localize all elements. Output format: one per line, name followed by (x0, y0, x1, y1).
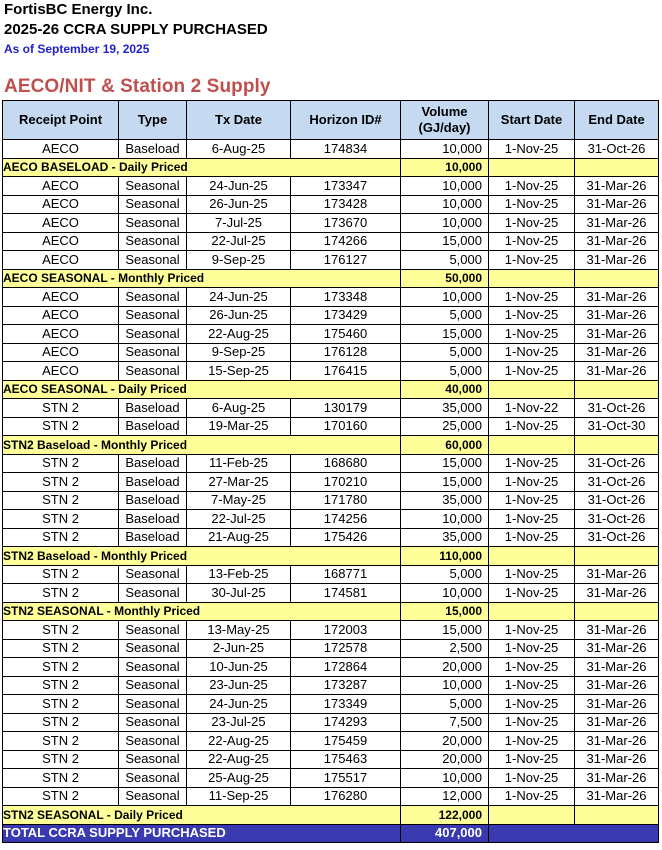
type-cell: Seasonal (119, 584, 187, 603)
receipt-point-cell: STN 2 (3, 565, 119, 584)
horizon-id-cell: 174834 (291, 140, 401, 159)
type-cell: Baseload (119, 528, 187, 547)
start-date-cell: 1-Nov-25 (489, 732, 575, 751)
type-cell: Seasonal (119, 639, 187, 658)
horizon-id-cell: 172003 (291, 621, 401, 640)
tx-date-cell: 9-Sep-25 (187, 251, 291, 270)
report-title: 2025-26 CCRA SUPPLY PURCHASED (4, 21, 268, 38)
end-date-cell: 31-Mar-26 (575, 732, 659, 751)
subtotal-empty-cell (489, 158, 575, 177)
start-date-cell: 1-Nov-25 (489, 325, 575, 344)
start-date-cell: 1-Nov-25 (489, 528, 575, 547)
type-cell: Baseload (119, 510, 187, 529)
volume-cell: 10,000 (401, 140, 489, 159)
start-date-cell: 1-Nov-25 (489, 214, 575, 233)
type-cell: Seasonal (119, 676, 187, 695)
end-date-cell: 31-Mar-26 (575, 251, 659, 270)
table-row (3, 288, 659, 307)
start-date-cell: 1-Nov-25 (489, 140, 575, 159)
start-date-cell: 1-Nov-25 (489, 510, 575, 529)
subtotal-empty-cell (575, 806, 659, 825)
end-date-cell: 31-Mar-26 (575, 639, 659, 658)
start-date-cell: 1-Nov-25 (489, 769, 575, 788)
table-row (3, 214, 659, 233)
subtotal-label: STN2 SEASONAL - Daily Priced (3, 806, 401, 825)
table-row (3, 639, 659, 658)
supply-table (2, 100, 659, 843)
receipt-point-cell: AECO (3, 306, 119, 325)
start-date-cell: 1-Nov-25 (489, 473, 575, 492)
subtotal-row (3, 547, 659, 566)
type-cell: Seasonal (119, 232, 187, 251)
type-cell: Seasonal (119, 565, 187, 584)
table-row (3, 713, 659, 732)
tx-date-cell: 19-Mar-25 (187, 417, 291, 436)
subtotal-volume: 10,000 (401, 158, 489, 177)
volume-cell: 7,500 (401, 713, 489, 732)
receipt-point-cell: STN 2 (3, 621, 119, 640)
subtotal-row (3, 806, 659, 825)
horizon-id-cell: 173287 (291, 676, 401, 695)
tx-date-cell: 30-Jul-25 (187, 584, 291, 603)
start-date-cell: 1-Nov-25 (489, 695, 575, 714)
start-date-cell: 1-Nov-22 (489, 399, 575, 418)
receipt-point-cell: AECO (3, 195, 119, 214)
tx-date-cell: 7-Jul-25 (187, 214, 291, 233)
end-date-cell: 31-Mar-26 (575, 787, 659, 806)
company-name: FortisBC Energy Inc. (4, 1, 153, 18)
horizon-id-cell: 172864 (291, 658, 401, 677)
tx-date-cell: 6-Aug-25 (187, 399, 291, 418)
horizon-id-cell: 175463 (291, 750, 401, 769)
receipt-point-cell: STN 2 (3, 658, 119, 677)
subtotal-label: AECO SEASONAL - Daily Priced (3, 380, 401, 399)
end-date-cell: 31-Mar-26 (575, 695, 659, 714)
type-cell: Baseload (119, 399, 187, 418)
volume-cell: 2,500 (401, 639, 489, 658)
start-date-cell: 1-Nov-25 (489, 750, 575, 769)
start-date-cell: 1-Nov-25 (489, 251, 575, 270)
horizon-id-cell: 174256 (291, 510, 401, 529)
table-row (3, 787, 659, 806)
col-type: Type (119, 101, 187, 140)
table-row (3, 510, 659, 529)
header-row (3, 101, 659, 140)
volume-cell: 25,000 (401, 417, 489, 436)
type-cell: Seasonal (119, 251, 187, 270)
receipt-point-cell: STN 2 (3, 491, 119, 510)
subtotal-empty-cell (489, 547, 575, 566)
type-cell: Baseload (119, 454, 187, 473)
receipt-point-cell: STN 2 (3, 454, 119, 473)
table-body (3, 140, 659, 843)
table-row (3, 732, 659, 751)
horizon-id-cell: 175459 (291, 732, 401, 751)
start-date-cell: 1-Nov-25 (489, 195, 575, 214)
start-date-cell: 1-Nov-25 (489, 177, 575, 196)
volume-cell: 20,000 (401, 750, 489, 769)
as-of-date: As of September 19, 2025 (4, 42, 150, 56)
horizon-id-cell: 174581 (291, 584, 401, 603)
volume-cell: 15,000 (401, 325, 489, 344)
volume-cell: 5,000 (401, 251, 489, 270)
start-date-cell: 1-Nov-25 (489, 306, 575, 325)
receipt-point-cell: AECO (3, 288, 119, 307)
end-date-cell: 31-Mar-26 (575, 195, 659, 214)
subtotal-label: STN2 Baseload - Monthly Priced (3, 436, 401, 455)
horizon-id-cell: 176127 (291, 251, 401, 270)
type-cell: Seasonal (119, 306, 187, 325)
end-date-cell: 31-Oct-26 (575, 399, 659, 418)
tx-date-cell: 22-Jul-25 (187, 510, 291, 529)
tx-date-cell: 11-Sep-25 (187, 787, 291, 806)
subtotal-empty-cell (575, 158, 659, 177)
total-volume: 407,000 (401, 824, 489, 843)
table-row (3, 140, 659, 159)
subtotal-empty-cell (489, 436, 575, 455)
horizon-id-cell: 173429 (291, 306, 401, 325)
receipt-point-cell: AECO (3, 362, 119, 381)
volume-cell: 35,000 (401, 399, 489, 418)
type-cell: Seasonal (119, 769, 187, 788)
type-cell: Seasonal (119, 787, 187, 806)
horizon-id-cell: 170210 (291, 473, 401, 492)
table-row (3, 695, 659, 714)
receipt-point-cell: STN 2 (3, 713, 119, 732)
subtotal-label: STN2 Baseload - Monthly Priced (3, 547, 401, 566)
start-date-cell: 1-Nov-25 (489, 658, 575, 677)
col-receipt-point: Receipt Point (3, 101, 119, 140)
subtotal-volume: 50,000 (401, 269, 489, 288)
table-row (3, 621, 659, 640)
type-cell: Baseload (119, 140, 187, 159)
tx-date-cell: 22-Aug-25 (187, 325, 291, 344)
table-row (3, 325, 659, 344)
start-date-cell: 1-Nov-25 (489, 713, 575, 732)
start-date-cell: 1-Nov-25 (489, 621, 575, 640)
start-date-cell: 1-Nov-25 (489, 491, 575, 510)
receipt-point-cell: STN 2 (3, 528, 119, 547)
horizon-id-cell: 176280 (291, 787, 401, 806)
receipt-point-cell: AECO (3, 232, 119, 251)
type-cell: Seasonal (119, 177, 187, 196)
receipt-point-cell: STN 2 (3, 732, 119, 751)
horizon-id-cell: 168680 (291, 454, 401, 473)
volume-cell: 5,000 (401, 362, 489, 381)
type-cell: Baseload (119, 417, 187, 436)
table-row (3, 195, 659, 214)
tx-date-cell: 7-May-25 (187, 491, 291, 510)
tx-date-cell: 2-Jun-25 (187, 639, 291, 658)
col-start-date: Start Date (489, 101, 575, 140)
horizon-id-cell: 176415 (291, 362, 401, 381)
subtotal-label: AECO SEASONAL - Monthly Priced (3, 269, 401, 288)
start-date-cell: 1-Nov-25 (489, 362, 575, 381)
end-date-cell: 31-Oct-26 (575, 140, 659, 159)
table-row (3, 769, 659, 788)
receipt-point-cell: STN 2 (3, 399, 119, 418)
start-date-cell: 1-Nov-25 (489, 584, 575, 603)
table-row (3, 454, 659, 473)
tx-date-cell: 11-Feb-25 (187, 454, 291, 473)
tx-date-cell: 9-Sep-25 (187, 343, 291, 362)
volume-cell: 5,000 (401, 695, 489, 714)
subtotal-volume: 40,000 (401, 380, 489, 399)
volume-cell: 35,000 (401, 528, 489, 547)
volume-cell: 10,000 (401, 195, 489, 214)
receipt-point-cell: AECO (3, 140, 119, 159)
start-date-cell: 1-Nov-25 (489, 417, 575, 436)
tx-date-cell: 26-Jun-25 (187, 195, 291, 214)
subtotal-label: AECO BASELOAD - Daily Priced (3, 158, 401, 177)
tx-date-cell: 24-Jun-25 (187, 695, 291, 714)
volume-cell: 10,000 (401, 676, 489, 695)
horizon-id-cell: 173347 (291, 177, 401, 196)
volume-cell: 20,000 (401, 732, 489, 751)
end-date-cell: 31-Mar-26 (575, 343, 659, 362)
total-empty-cell (489, 824, 659, 843)
volume-cell: 10,000 (401, 769, 489, 788)
horizon-id-cell: 172578 (291, 639, 401, 658)
type-cell: Seasonal (119, 195, 187, 214)
receipt-point-cell: STN 2 (3, 676, 119, 695)
col-volume: Volume (GJ/day) (401, 101, 489, 140)
receipt-point-cell: STN 2 (3, 584, 119, 603)
subtotal-volume: 110,000 (401, 547, 489, 566)
table-row (3, 473, 659, 492)
volume-cell: 35,000 (401, 491, 489, 510)
receipt-point-cell: STN 2 (3, 750, 119, 769)
start-date-cell: 1-Nov-25 (489, 343, 575, 362)
start-date-cell: 1-Nov-25 (489, 288, 575, 307)
horizon-id-cell: 168771 (291, 565, 401, 584)
type-cell: Seasonal (119, 362, 187, 381)
tx-date-cell: 27-Mar-25 (187, 473, 291, 492)
subtotal-volume: 15,000 (401, 602, 489, 621)
table-row (3, 343, 659, 362)
type-cell: Seasonal (119, 732, 187, 751)
start-date-cell: 1-Nov-25 (489, 232, 575, 251)
type-cell: Seasonal (119, 325, 187, 344)
receipt-point-cell: AECO (3, 177, 119, 196)
table-row (3, 676, 659, 695)
tx-date-cell: 22-Aug-25 (187, 750, 291, 769)
tx-date-cell: 25-Aug-25 (187, 769, 291, 788)
subtotal-empty-cell (575, 547, 659, 566)
table-row (3, 565, 659, 584)
subtotal-empty-cell (489, 380, 575, 399)
end-date-cell: 31-Mar-26 (575, 658, 659, 677)
end-date-cell: 31-Oct-30 (575, 417, 659, 436)
end-date-cell: 31-Mar-26 (575, 676, 659, 695)
volume-cell: 10,000 (401, 177, 489, 196)
start-date-cell: 1-Nov-25 (489, 454, 575, 473)
horizon-id-cell: 171780 (291, 491, 401, 510)
end-date-cell: 31-Oct-26 (575, 491, 659, 510)
tx-date-cell: 13-Feb-25 (187, 565, 291, 584)
tx-date-cell: 13-May-25 (187, 621, 291, 640)
end-date-cell: 31-Mar-26 (575, 232, 659, 251)
start-date-cell: 1-Nov-25 (489, 639, 575, 658)
start-date-cell: 1-Nov-25 (489, 676, 575, 695)
volume-cell: 10,000 (401, 510, 489, 529)
receipt-point-cell: STN 2 (3, 417, 119, 436)
subtotal-empty-cell (489, 806, 575, 825)
horizon-id-cell: 130179 (291, 399, 401, 418)
type-cell: Seasonal (119, 713, 187, 732)
type-cell: Baseload (119, 473, 187, 492)
type-cell: Seasonal (119, 288, 187, 307)
volume-cell: 15,000 (401, 621, 489, 640)
tx-date-cell: 21-Aug-25 (187, 528, 291, 547)
volume-cell: 12,000 (401, 787, 489, 806)
horizon-id-cell: 175517 (291, 769, 401, 788)
table-row (3, 306, 659, 325)
receipt-point-cell: AECO (3, 214, 119, 233)
subtotal-row (3, 158, 659, 177)
volume-cell: 5,000 (401, 343, 489, 362)
horizon-id-cell: 170160 (291, 417, 401, 436)
end-date-cell: 31-Mar-26 (575, 288, 659, 307)
type-cell: Seasonal (119, 214, 187, 233)
horizon-id-cell: 175460 (291, 325, 401, 344)
start-date-cell: 1-Nov-25 (489, 565, 575, 584)
subtotal-row (3, 380, 659, 399)
total-row (3, 824, 659, 843)
subtotal-label: STN2 SEASONAL - Monthly Priced (3, 602, 401, 621)
table-row (3, 491, 659, 510)
receipt-point-cell: STN 2 (3, 473, 119, 492)
tx-date-cell: 23-Jun-25 (187, 676, 291, 695)
end-date-cell: 31-Mar-26 (575, 565, 659, 584)
table-row (3, 177, 659, 196)
horizon-id-cell: 175426 (291, 528, 401, 547)
volume-cell: 15,000 (401, 454, 489, 473)
tx-date-cell: 10-Jun-25 (187, 658, 291, 677)
volume-cell: 10,000 (401, 214, 489, 233)
type-cell: Seasonal (119, 695, 187, 714)
end-date-cell: 31-Mar-26 (575, 769, 659, 788)
table-row (3, 362, 659, 381)
col-tx-date: Tx Date (187, 101, 291, 140)
volume-cell: 15,000 (401, 473, 489, 492)
volume-cell: 5,000 (401, 565, 489, 584)
col-horizon-id: Horizon ID# (291, 101, 401, 140)
subtotal-empty-cell (489, 602, 575, 621)
end-date-cell: 31-Oct-26 (575, 510, 659, 529)
subtotal-volume: 60,000 (401, 436, 489, 455)
tx-date-cell: 22-Jul-25 (187, 232, 291, 251)
subtotal-empty-cell (575, 436, 659, 455)
horizon-id-cell: 173428 (291, 195, 401, 214)
start-date-cell: 1-Nov-25 (489, 787, 575, 806)
receipt-point-cell: AECO (3, 343, 119, 362)
tx-date-cell: 22-Aug-25 (187, 732, 291, 751)
end-date-cell: 31-Oct-26 (575, 528, 659, 547)
type-cell: Seasonal (119, 750, 187, 769)
end-date-cell: 31-Mar-26 (575, 177, 659, 196)
receipt-point-cell: AECO (3, 251, 119, 270)
volume-cell: 10,000 (401, 584, 489, 603)
end-date-cell: 31-Oct-26 (575, 473, 659, 492)
horizon-id-cell: 176128 (291, 343, 401, 362)
horizon-id-cell: 173349 (291, 695, 401, 714)
table-row (3, 232, 659, 251)
end-date-cell: 31-Mar-26 (575, 750, 659, 769)
type-cell: Seasonal (119, 343, 187, 362)
subtotal-empty-cell (575, 602, 659, 621)
type-cell: Seasonal (119, 621, 187, 640)
total-label: TOTAL CCRA SUPPLY PURCHASED (3, 824, 401, 843)
section-title: AECO/NIT & Station 2 Supply (4, 76, 271, 97)
tx-date-cell: 23-Jul-25 (187, 713, 291, 732)
end-date-cell: 31-Mar-26 (575, 306, 659, 325)
table-row (3, 251, 659, 270)
end-date-cell: 31-Mar-26 (575, 713, 659, 732)
subtotal-empty-cell (575, 380, 659, 399)
horizon-id-cell: 173670 (291, 214, 401, 233)
end-date-cell: 31-Oct-26 (575, 454, 659, 473)
receipt-point-cell: STN 2 (3, 695, 119, 714)
subtotal-row (3, 269, 659, 288)
horizon-id-cell: 174293 (291, 713, 401, 732)
tx-date-cell: 24-Jun-25 (187, 177, 291, 196)
subtotal-row (3, 602, 659, 621)
tx-date-cell: 6-Aug-25 (187, 140, 291, 159)
table-row (3, 658, 659, 677)
horizon-id-cell: 174266 (291, 232, 401, 251)
receipt-point-cell: STN 2 (3, 769, 119, 788)
horizon-id-cell: 173348 (291, 288, 401, 307)
subtotal-empty-cell (575, 269, 659, 288)
table-row (3, 584, 659, 603)
tx-date-cell: 15-Sep-25 (187, 362, 291, 381)
subtotal-volume: 122,000 (401, 806, 489, 825)
end-date-cell: 31-Mar-26 (575, 362, 659, 381)
table-row (3, 750, 659, 769)
end-date-cell: 31-Mar-26 (575, 584, 659, 603)
subtotal-empty-cell (489, 269, 575, 288)
end-date-cell: 31-Mar-26 (575, 214, 659, 233)
table-row (3, 417, 659, 436)
subtotal-row (3, 436, 659, 455)
table-row (3, 399, 659, 418)
type-cell: Baseload (119, 491, 187, 510)
end-date-cell: 31-Mar-26 (575, 621, 659, 640)
table-row (3, 528, 659, 547)
type-cell: Seasonal (119, 658, 187, 677)
volume-cell: 10,000 (401, 288, 489, 307)
volume-cell: 15,000 (401, 232, 489, 251)
volume-cell: 5,000 (401, 306, 489, 325)
tx-date-cell: 24-Jun-25 (187, 288, 291, 307)
receipt-point-cell: STN 2 (3, 510, 119, 529)
end-date-cell: 31-Mar-26 (575, 325, 659, 344)
volume-cell: 20,000 (401, 658, 489, 677)
col-end-date: End Date (575, 101, 659, 140)
receipt-point-cell: STN 2 (3, 639, 119, 658)
receipt-point-cell: STN 2 (3, 787, 119, 806)
tx-date-cell: 26-Jun-25 (187, 306, 291, 325)
receipt-point-cell: AECO (3, 325, 119, 344)
